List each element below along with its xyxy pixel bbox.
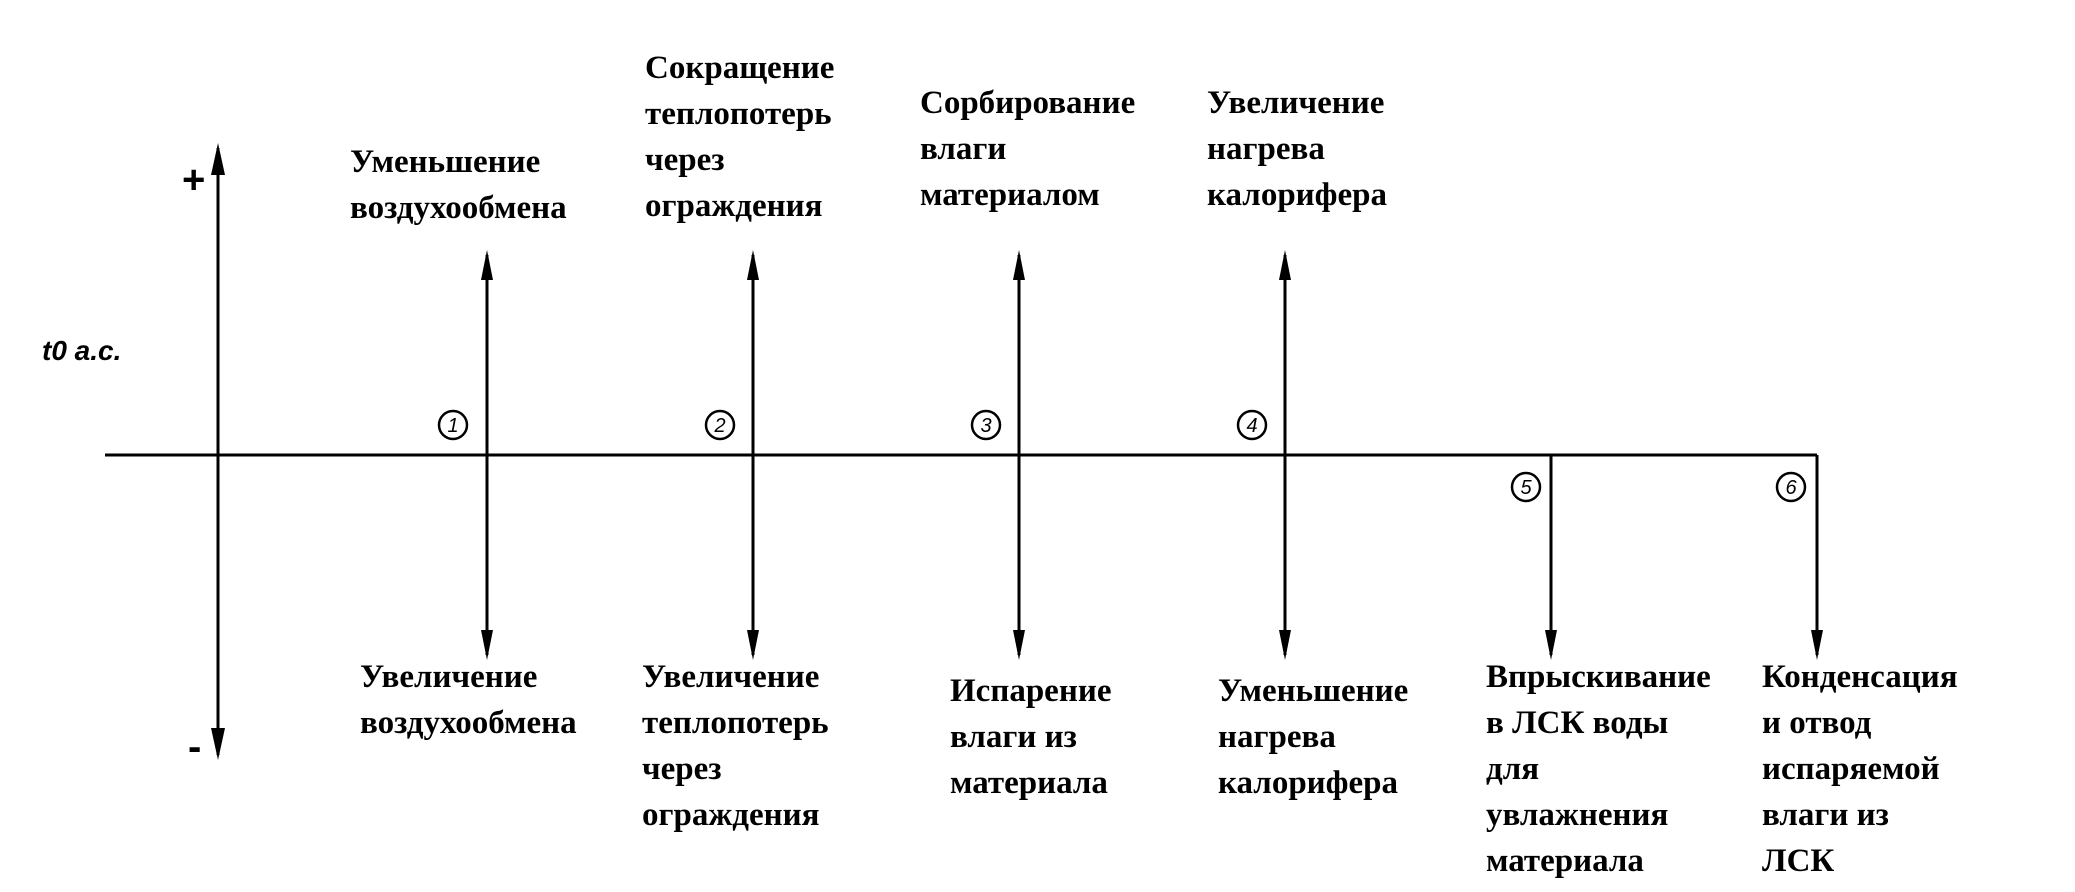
factor-4 [1207, 85, 1417, 801]
factor-2-up-label-line-1: Сокращение [645, 50, 835, 86]
factor-6-down-label-line-2: и отвод [1762, 705, 1872, 741]
factor-5-down-label-line-4: увлажнения [1486, 797, 1669, 833]
factor-2-up-label-line-2: теплопотерь [645, 96, 832, 132]
factor-1-up-arrowhead [481, 250, 493, 280]
factor-3-down-label-line-2: влаги из [950, 719, 1077, 755]
factor-1-down-label [360, 659, 577, 741]
factor-2-up-label-line-3: через [645, 142, 725, 178]
factor-4-up-label-line-2: нагрева [1207, 131, 1325, 167]
factor-4-up-label-line-3: калорифера [1207, 177, 1388, 213]
factor-4-down-label-line-2: нагрева [1218, 719, 1336, 755]
factor-3-down-label-line-3: материала [950, 765, 1108, 801]
factor-5-number: 5 [1520, 477, 1532, 499]
factor-4-up-label [1207, 85, 1393, 213]
factor-1-up-label [350, 144, 567, 226]
factor-3-down-label [950, 673, 1120, 801]
factor-5-down-label-line-5: материала [1486, 843, 1644, 879]
factor-3-up-label-line-3: материалом [920, 177, 1100, 213]
factor-6-down-label-line-1: Конденсация [1762, 659, 1958, 695]
factor-1-down-label-line-2: воздухообмена [360, 705, 577, 741]
factor-6-down-arrowhead [1811, 630, 1823, 660]
factor-3-down-label-line-1: Испарение [950, 673, 1112, 709]
factor-4-up-arrowhead [1279, 250, 1291, 280]
factor-2-down-label-line-3: через [642, 751, 722, 787]
factor-4-up-label-line-1: Увеличение [1207, 85, 1385, 121]
vertical-axis-up-arrowhead [211, 143, 225, 175]
factor-6-down-label-line-4: влаги из [1762, 797, 1889, 833]
factor-2-down-label-line-2: теплопотерь [642, 705, 829, 741]
factor-1-down-label-line-1: Увеличение [360, 659, 538, 695]
factor-2 [642, 50, 843, 833]
factor-3-up-arrowhead [1013, 250, 1025, 280]
factor-5 [1486, 455, 1719, 879]
minus-sign: - [188, 725, 202, 769]
factor-5-down-label-line-1: Впрыскивание [1486, 659, 1711, 695]
factor-6-down-label-line-3: испаряемой [1762, 751, 1940, 787]
plus-sign: + [182, 158, 206, 202]
factor-3 [920, 85, 1143, 801]
factor-4-down-arrowhead [1279, 630, 1291, 660]
factor-2-number: 2 [714, 415, 726, 437]
factor-3-number: 3 [980, 415, 992, 437]
factor-4-down-label [1218, 673, 1417, 801]
factor-4-down-label-line-3: калорифера [1218, 765, 1399, 801]
factor-2-down-label [642, 659, 837, 833]
factor-5-down-arrowhead [1545, 630, 1557, 660]
factor-2-down-label-line-4: ограждения [642, 797, 820, 833]
factor-4-down-label-line-1: Уменьшение [1218, 673, 1409, 709]
factor-2-up-label [645, 50, 843, 224]
factor-1-down-arrowhead [481, 630, 493, 660]
factor-4-number: 4 [1246, 415, 1258, 437]
factor-3-up-label [920, 85, 1143, 213]
factor-3-up-label-line-1: Сорбирование [920, 85, 1136, 121]
factor-1-up-label-line-1: Уменьшение [350, 144, 541, 180]
factor-1-number: 1 [447, 415, 459, 437]
factor-2-down-arrowhead [747, 630, 759, 660]
factor-3-down-arrowhead [1013, 630, 1025, 660]
factor-6-down-label [1762, 659, 1966, 879]
vertical-axis-down-arrowhead [211, 728, 225, 760]
factor-6 [1762, 455, 1966, 879]
factor-1 [350, 144, 577, 741]
factor-2-up-label-line-4: ограждения [645, 188, 823, 224]
factor-2-down-label-line-1: Увеличение [642, 659, 820, 695]
factor-5-down-label [1486, 659, 1719, 879]
factor-3-up-label-line-2: влаги [920, 131, 1007, 167]
factor-1-up-label-line-2: воздухообмена [350, 190, 567, 226]
axis-label: t0 a.c. [42, 335, 122, 366]
factor-5-down-label-line-2: в ЛСК воды [1486, 705, 1669, 741]
factor-5-down-label-line-3: для [1486, 751, 1540, 787]
factor-2-up-arrowhead [747, 250, 759, 280]
factor-6-down-label-line-5: ЛСК [1762, 843, 1835, 879]
factor-6-number: 6 [1785, 477, 1797, 499]
